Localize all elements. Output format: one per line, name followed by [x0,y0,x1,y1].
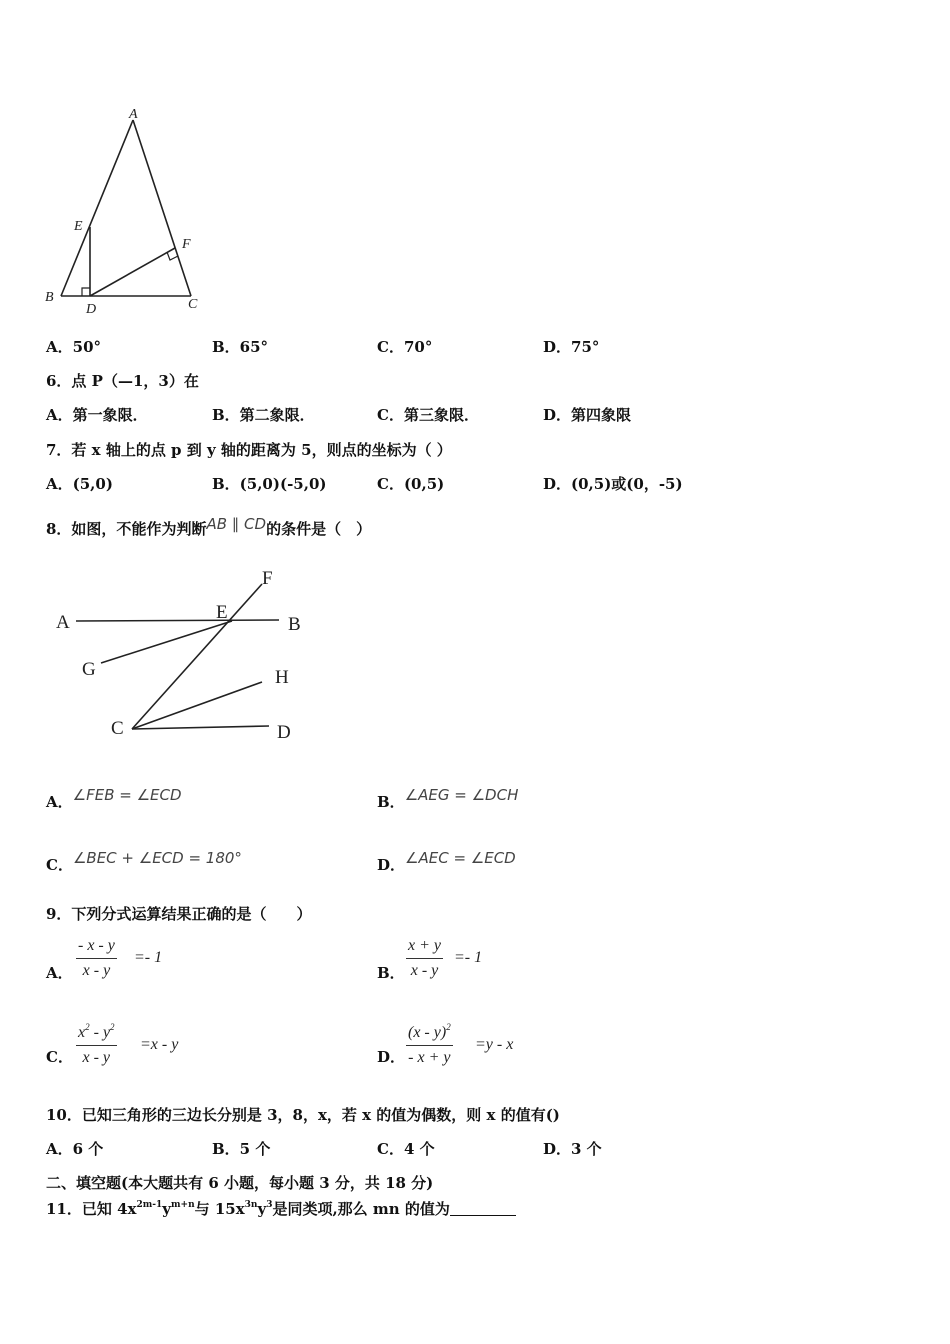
q8-option-c[interactable] [46,849,242,875]
label-h: H [275,667,289,688]
label-d: D [86,302,97,317]
segment-ab [61,120,133,296]
q6-option-c[interactable]: C．第三象限． [377,406,479,424]
q7-option-a[interactable]: A．(5,0) [46,475,113,493]
numerator: (x - y)$^2$ [408,1022,451,1041]
parallel-lines-figure [50,562,320,752]
label-g: G [82,659,96,680]
q9-option-b-letter[interactable]: B． [377,964,405,982]
q9-option-c-fraction [76,1022,117,1067]
q7-option-d[interactable]: D．(0,5)或(0，-5) [543,475,683,493]
q6-option-d[interactable]: D．第四象限 [543,406,632,424]
q8-stem-math: AB ∥ CD [206,515,267,533]
q6-option-a[interactable]: A．第一象限． [46,406,148,424]
q10-option-b[interactable]: B．5 个 [212,1140,271,1158]
q10-option-a[interactable]: A．6 个 [46,1140,104,1158]
segment-df [90,248,175,296]
option-math: ∠FEB = ∠ECD [72,786,182,804]
q9-stem: 9．下列分式运算结果正确的是（ ） [46,905,312,923]
q8-option-b[interactable] [377,786,519,812]
line-ab [76,620,279,621]
option-a[interactable]: A．50° [46,338,102,356]
q10-option-d[interactable]: D．3 个 [543,1140,602,1158]
numerator: $x^2 - y^2$ [78,1022,115,1041]
denominator: - x + y [408,1049,451,1066]
option-math: ∠BEC + ∠ECD = 180° [72,849,242,867]
label-e: E [74,219,83,234]
q9-option-b-fraction [406,937,443,980]
q8-stem-post: 的条件是（ ） [266,520,372,538]
q9-option-d-rhs: =y - x [475,1036,514,1053]
q9-option-d-letter[interactable]: D． [377,1048,406,1066]
triangle-figure [40,100,220,320]
q9-option-c-letter[interactable]: C． [46,1048,73,1066]
q11-stem: 11．已知 $4x^{2m-1}y^{m+n}$与 $15x^{3n}y^3$是同类项,那么 mn 的值为 [46,1198,516,1219]
line-eg [101,621,232,663]
q8-stem [46,515,372,539]
numerator: x + y [408,937,441,954]
q7-option-c[interactable]: C．(0,5) [377,475,445,493]
line-cd [132,726,269,729]
label-f: F [182,237,191,252]
label-a: A [56,612,70,633]
q6-option-b[interactable]: B．第二象限． [212,406,315,424]
right-angle-mark-d [82,288,90,296]
line-cf [132,584,262,729]
q10-option-c[interactable]: C．4 个 [377,1140,435,1158]
label-b: B [288,614,301,635]
option-d[interactable]: D．75° [543,338,600,356]
option-b[interactable]: B．65° [212,338,269,356]
option-math: ∠AEG = ∠DCH [404,786,519,804]
q8-stem-pre: 8．如图，不能作为判断 [46,520,207,538]
q9-option-b-rhs: =- 1 [454,949,483,966]
option-c[interactable]: C．70° [377,338,433,356]
q10-stem: 10．已知三角形的三边长分别是 3，8，x，若 x 的值为偶数，则 x 的值有() [46,1106,560,1124]
q7-stem: 7．若 x 轴上的点 p 到 y 轴的距离为 5，则点的坐标为（ ） [46,441,452,459]
q9-option-d-fraction [406,1022,453,1067]
line-ch [132,682,262,729]
label-d: D [277,722,291,743]
option-letter: B． [377,793,405,811]
label-a: A [129,107,138,122]
section-title: 二、填空题(本大题共有 6 小题，每小题 3 分，共 18 分) [46,1174,434,1192]
q9-option-c-rhs: =x - y [140,1036,179,1053]
denominator: x - y [82,962,111,979]
label-e: E [216,602,228,623]
q9-option-a-rhs: =- 1 [134,949,163,966]
segment-ac [133,120,191,296]
q6-stem: 6．点 P（—1，3）在 [46,372,199,390]
q7-option-b[interactable]: B．(5,0)(-5,0) [212,475,327,493]
label-c: C [111,718,124,739]
q9-option-a-fraction [76,937,117,980]
denominator: x - y [82,1049,111,1066]
answer-blank[interactable] [450,1201,516,1216]
option-letter: A． [46,793,73,811]
label-b: B [45,290,54,305]
q8-option-a[interactable] [46,786,182,812]
option-math: ∠AEC = ∠ECD [405,849,516,867]
q8-option-d[interactable] [377,849,516,875]
label-f: F [262,568,273,589]
option-letter: D． [377,856,406,874]
label-c: C [188,297,198,312]
option-letter: C． [46,856,73,874]
q9-option-a-letter[interactable]: A． [46,964,73,982]
numerator: - x - y [78,937,115,954]
denominator: x - y [410,962,439,979]
